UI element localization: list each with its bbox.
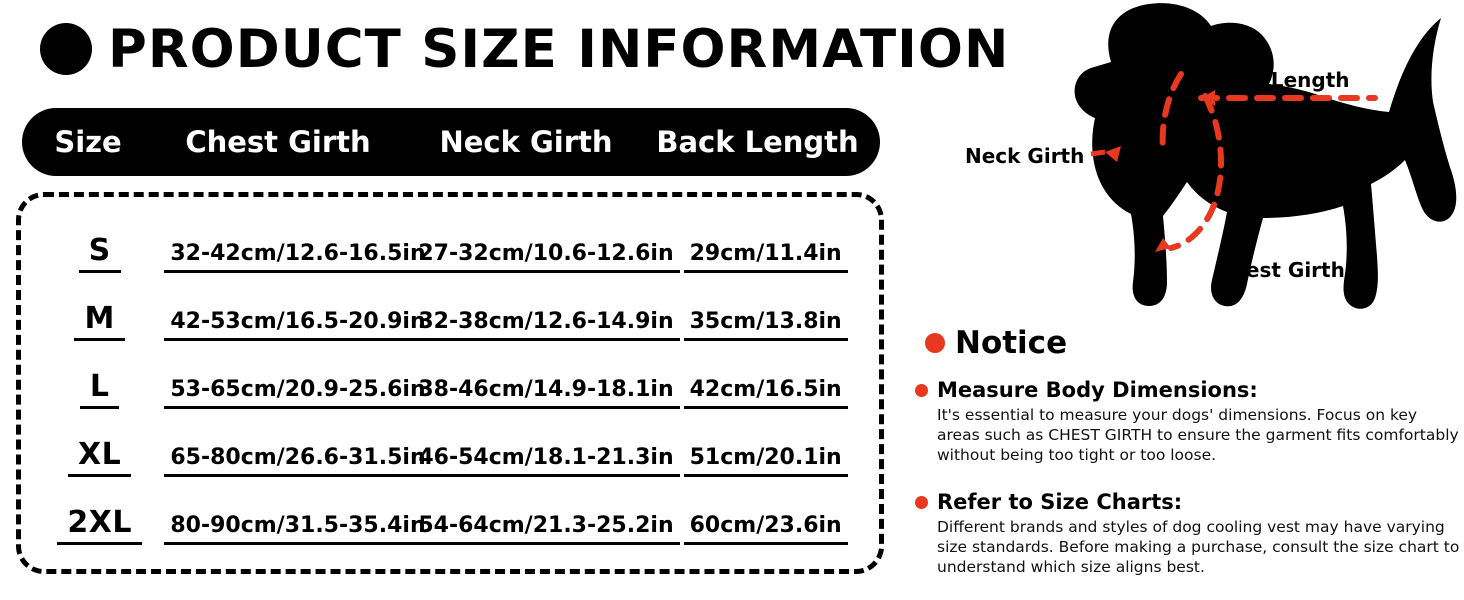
page-title bbox=[14, 10, 1010, 88]
notice-heading-text: Notice bbox=[955, 325, 1068, 361]
cell-chest-girth: 80-90cm/31.5-35.4in bbox=[164, 513, 412, 551]
cell-back-length: 42cm/16.5in bbox=[660, 377, 871, 415]
notice-item-heading bbox=[915, 490, 1460, 514]
label-back-length: Back Length bbox=[1210, 68, 1350, 92]
label-chest-girth: Chest Girth bbox=[1217, 258, 1345, 282]
column-header-size: Size bbox=[54, 125, 122, 159]
circle-bullet-icon bbox=[40, 23, 92, 75]
column-header-neck-girth: Neck Girth bbox=[439, 125, 613, 159]
cell-size: S bbox=[35, 233, 164, 279]
cell-chest-girth: 53-65cm/20.9-25.6in bbox=[164, 377, 412, 415]
notice-item-body: It's essential to measure your dogs' dimensions. Focus on key areas such as CHEST GIRTH to ensure the garment fits comfortably without being too tight or too loose. bbox=[937, 406, 1459, 464]
table-row bbox=[29, 211, 871, 279]
column-header-chest-girth: Chest Girth bbox=[185, 125, 371, 159]
measurement-guide-panel bbox=[905, 0, 1464, 600]
table-row bbox=[29, 415, 871, 483]
table-row bbox=[29, 279, 871, 347]
cell-chest-girth: 42-53cm/16.5-20.9in bbox=[164, 309, 412, 347]
cell-size: M bbox=[35, 301, 164, 347]
notice-item-title: Measure Body Dimensions: bbox=[937, 378, 1258, 402]
cell-neck-girth: 54-64cm/21.3-25.2in bbox=[412, 513, 660, 551]
notice-heading bbox=[913, 318, 1103, 368]
cell-back-length: 35cm/13.8in bbox=[660, 309, 871, 347]
dog-diagram bbox=[905, 0, 1464, 330]
cell-neck-girth: 27-32cm/10.6-12.6in bbox=[412, 241, 660, 279]
bullet-icon bbox=[915, 496, 928, 509]
cell-neck-girth: 32-38cm/12.6-14.9in bbox=[412, 309, 660, 347]
table-row bbox=[29, 483, 871, 551]
cell-back-length: 29cm/11.4in bbox=[660, 241, 871, 279]
notice-item-body: Different brands and styles of dog cooling vest may have varying size standards. Before making a purchase, consult the size chart to understand which size aligns best. bbox=[937, 518, 1460, 576]
cell-size: 2XL bbox=[35, 505, 164, 551]
notice-item bbox=[915, 378, 1460, 465]
label-neck-girth: Neck Girth bbox=[965, 144, 1085, 168]
column-header-back-length: Back Length bbox=[656, 125, 859, 159]
notice-item bbox=[915, 490, 1460, 577]
table-header-row bbox=[22, 108, 880, 176]
size-table-body bbox=[16, 192, 884, 574]
bullet-icon bbox=[915, 384, 928, 397]
cell-chest-girth: 65-80cm/26.6-31.5in bbox=[164, 445, 412, 483]
cell-size: XL bbox=[35, 437, 164, 483]
cell-size: L bbox=[35, 369, 164, 415]
cell-neck-girth: 38-46cm/14.9-18.1in bbox=[412, 377, 660, 415]
cell-back-length: 60cm/23.6in bbox=[660, 513, 871, 551]
notice-item-title: Refer to Size Charts: bbox=[937, 490, 1183, 514]
cell-chest-girth: 32-42cm/12.6-16.5in bbox=[164, 241, 412, 279]
notice-bullet-icon bbox=[925, 333, 945, 353]
cell-neck-girth: 46-54cm/18.1-21.3in bbox=[412, 445, 660, 483]
notice-item-heading bbox=[915, 378, 1460, 402]
cell-back-length: 51cm/20.1in bbox=[660, 445, 871, 483]
table-row bbox=[29, 347, 871, 415]
page-title-text: PRODUCT SIZE INFORMATION bbox=[108, 18, 1010, 80]
